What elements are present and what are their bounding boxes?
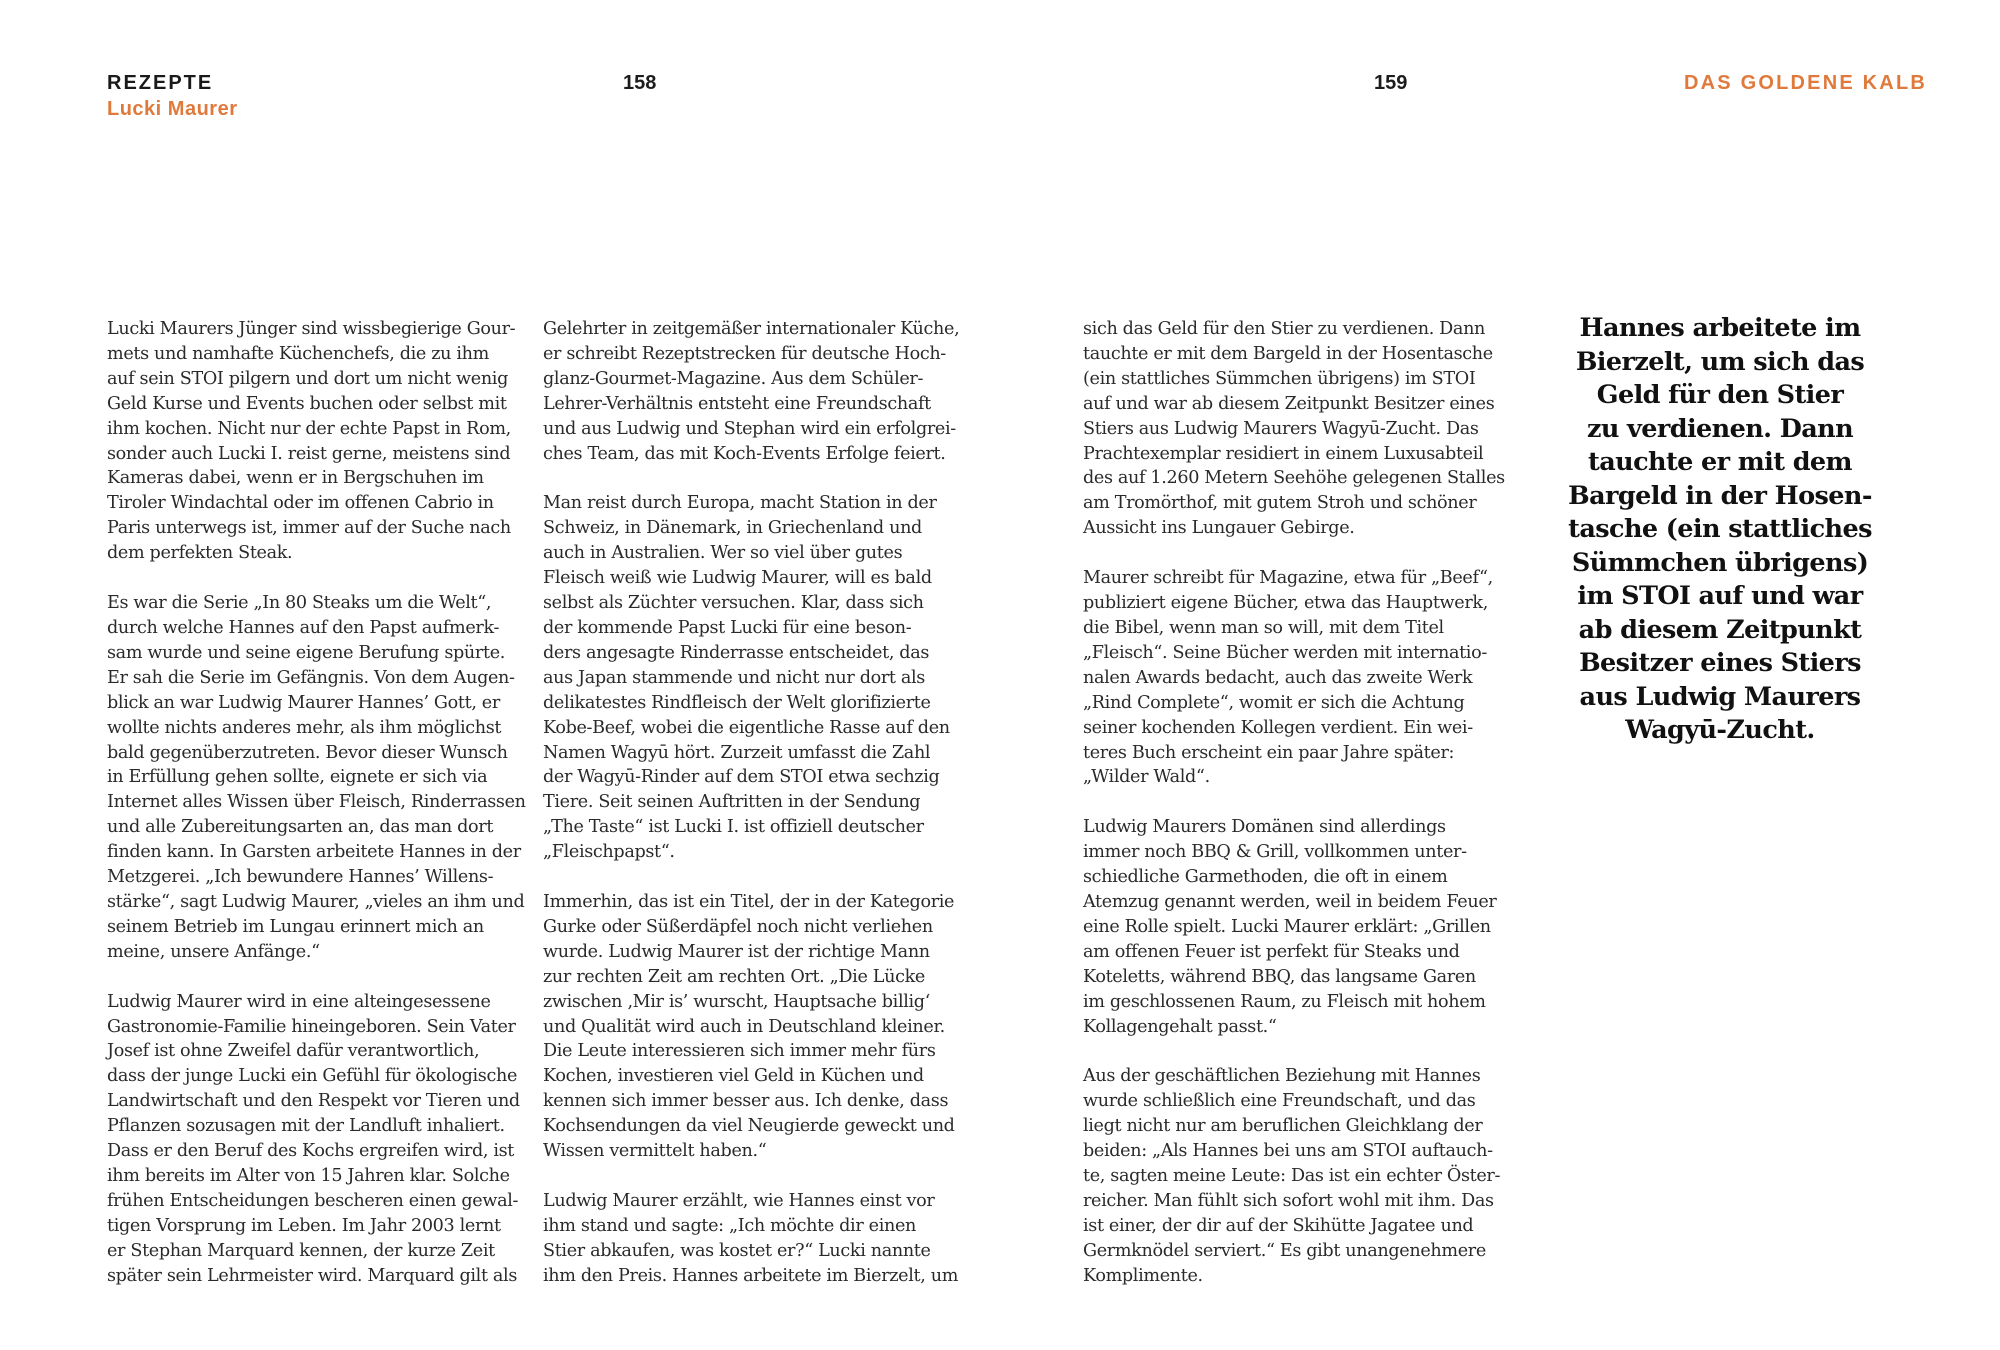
paragraph xyxy=(107,317,516,566)
text-line: er Stephan Marquard kennen, der kurze Zeit xyxy=(107,1240,495,1261)
text-line: Stier abkaufen, was kostet er?“ Lucki nannte xyxy=(543,1240,931,1261)
text-line: schiedliche Garmethoden, die oft in einem xyxy=(1083,867,1448,888)
text-line: blick an war Ludwig Maurer Hannes’ Gott, er xyxy=(107,692,500,713)
pull-quote-line: aus Ludwig Maurers xyxy=(1579,681,1861,712)
text-line: meine, unsere Anfänge.“ xyxy=(107,941,320,962)
text-line: sich das Geld für den Stier zu verdienen. Dann xyxy=(1083,319,1486,339)
text-line: publiziert eigene Bücher, etwa das Hauptwerk, xyxy=(1083,593,1488,614)
text-line: Kochsendungen da viel Neugierde geweckt und xyxy=(543,1116,955,1137)
text-line: delikatestes Rindfleisch der Welt glorifizierte xyxy=(543,692,931,713)
text-line: Maurer schreibt für Magazine, etwa für „Beef“, xyxy=(1083,568,1493,589)
text-line: frühen Entscheidungen bescheren einen gewal- xyxy=(107,1190,519,1211)
text-column-3 xyxy=(1083,317,1505,1314)
text-line: Geld Kurse und Events buchen oder selbst mit xyxy=(107,393,507,414)
text-line: glanz-Gourmet-Magazine. Aus dem Schüler- xyxy=(543,368,924,389)
page-number-right: 159 xyxy=(1374,72,1408,94)
text-line: „Rind Complete“, womit er sich die Achtung xyxy=(1083,692,1465,713)
text-line: selbst als Züchter versuchen. Klar, dass sich xyxy=(543,593,924,614)
text-line: ist einer, der dir auf der Skihütte Jagatee und xyxy=(1083,1215,1474,1236)
pull-quote-line: tauchte er mit dem xyxy=(1588,447,1852,477)
text-line: ders angesagte Rinderrasse entscheidet, das xyxy=(543,642,930,663)
text-line: dass der junge Lucki ein Gefühl für ökologische xyxy=(107,1066,518,1087)
text-line: auch in Australien. Wer so viel über gutes xyxy=(543,543,903,564)
text-line: Ludwig Maurer erzählt, wie Hannes einst vor xyxy=(543,1191,935,1211)
text-line: Internet alles Wissen über Fleisch, Rinderrassen xyxy=(107,792,526,813)
text-line: wurde schließlich eine Freundschaft, und das xyxy=(1083,1091,1476,1112)
text-line: Kameras dabei, wenn er in Bergschuhen im xyxy=(107,468,484,489)
text-line: Prachtexemplar residiert in einem Luxusabteil xyxy=(1083,443,1484,464)
pull-quote-line: zu verdienen. Dann xyxy=(1586,413,1854,444)
text-line: der Wagyū-Rinder auf dem STOI etwa sechzig xyxy=(543,767,940,788)
text-line: mets und namhafte Küchenchefs, die zu ihm xyxy=(107,343,489,364)
pull-quote-line: im STOI auf und war xyxy=(1577,581,1863,611)
text-column-2 xyxy=(543,317,960,1314)
paragraph xyxy=(1083,317,1505,541)
pull-quote-line: Sümmchen übrigens) xyxy=(1571,547,1869,578)
text-line: seinem Betrieb im Lungau erinnert mich an xyxy=(107,916,484,937)
text-line: Germknödel serviert.“ Es gibt unangenehmere xyxy=(1083,1240,1486,1261)
text-line: er schreibt Rezeptstrecken für deutsche Hoch- xyxy=(543,343,946,364)
text-line: die Bibel, wenn man so will, mit dem Titel xyxy=(1083,617,1444,638)
text-line: Kollagengehalt passt.“ xyxy=(1083,1016,1277,1037)
pull-quote-line: Geld für den Stier xyxy=(1596,380,1844,410)
text-line: durch welche Hannes auf den Papst aufmerk- xyxy=(107,617,500,638)
pull-quote xyxy=(1560,312,1880,748)
text-line: stärke“, sagt Ludwig Maurer, „vieles an ihm und xyxy=(107,891,525,912)
text-line: aus Japan stammende und nicht nur dort als xyxy=(543,667,925,688)
pull-quote-line: Wagyū-Zucht. xyxy=(1625,715,1815,745)
text-line: Wissen vermittelt haben.“ xyxy=(543,1141,767,1162)
text-line: Lehrer-Verhältnis entsteht eine Freundschaft xyxy=(543,393,931,414)
text-line: Immerhin, das ist ein Titel, der in der Kategorie xyxy=(543,892,955,913)
text-line: Kochen, investieren viel Geld in Küchen und xyxy=(543,1066,924,1087)
text-line: im geschlossenen Raum, zu Fleisch mit hohem xyxy=(1083,991,1486,1012)
text-line: in Erfüllung gehen sollte, eignete er sich via xyxy=(107,767,488,788)
paragraph xyxy=(543,890,955,1164)
paragraph xyxy=(1083,1064,1501,1288)
text-line: zur rechten Zeit am rechten Ort. „Die Lücke xyxy=(543,966,925,987)
paragraph xyxy=(1083,815,1497,1039)
text-line: am Tromörthof, mit gutem Stroh und schöner xyxy=(1083,493,1477,514)
text-line: des auf 1.260 Metern Seehöhe gelegenen Stalles xyxy=(1083,468,1505,489)
text-line: am offenen Feuer ist perfekt für Steaks und xyxy=(1083,941,1460,962)
text-line: Atemzug genannt werden, weil in beidem Feuer xyxy=(1083,892,1497,913)
text-line: und aus Ludwig und Stephan wird ein erfolgrei- xyxy=(543,418,956,439)
paragraph xyxy=(543,1189,959,1289)
text-line: Namen Wagyū hört. Zurzeit umfasst die Zahl xyxy=(543,742,931,763)
text-column-1 xyxy=(107,317,526,1314)
text-line: wurde. Ludwig Maurer ist der richtige Mann xyxy=(543,941,930,962)
text-line: auf sein STOI pilgern und dort um nicht wenig xyxy=(107,368,508,389)
pull-quote-line: ab diesem Zeitpunkt xyxy=(1578,614,1862,645)
text-line: Tiroler Windachtal oder im offenen Cabrio in xyxy=(107,493,494,514)
text-line: „Fleisch“. Seine Bücher werden mit internatio- xyxy=(1083,642,1487,663)
text-line: te, sagten meine Leute: Das ist ein echter Öster- xyxy=(1083,1166,1501,1187)
text-line: Kobe-Beef, wobei die eigentliche Rasse auf den xyxy=(543,717,950,738)
text-line: später sein Lehrmeister wird. Marquard gilt als xyxy=(107,1265,518,1286)
pull-quote-line: Bargeld in der Hosen- xyxy=(1568,480,1872,511)
text-line: ihm kochen. Nicht nur der echte Papst in Rom, xyxy=(107,418,511,439)
pull-quote-line: tasche (ein stattliches xyxy=(1568,514,1872,544)
book-title: DAS GOLDENE KALB xyxy=(1684,72,1927,94)
text-line: Ludwig Maurer wird in eine alteingesessene xyxy=(107,991,491,1012)
text-line: tigen Vorsprung im Leben. Im Jahr 2003 lernt xyxy=(107,1215,501,1236)
text-line: immer noch BBQ & Grill, vollkommen unter- xyxy=(1083,842,1467,863)
paragraph xyxy=(543,491,948,865)
text-line: ihm stand und sagte: „Ich möchte dir einen xyxy=(543,1215,916,1236)
text-line: seiner kochenden Kollegen verdient. Ein wei- xyxy=(1083,717,1473,738)
text-line: wollte nichts anderes mehr, als ihm möglichst xyxy=(107,717,502,738)
text-line: eine Rolle spielt. Lucki Maurer erklärt: „Grillen xyxy=(1083,916,1491,937)
text-line: „Fleischpapst“. xyxy=(543,842,675,863)
author-name: Lucki Maurer xyxy=(107,98,238,120)
text-line: Metzgerei. „Ich bewundere Hannes’ Willens- xyxy=(107,867,494,888)
text-line: tauchte er mit dem Bargeld in der Hosentasche xyxy=(1083,343,1493,364)
text-line: sam wurde und seine eigene Berufung spürte. xyxy=(107,642,505,663)
text-line: Aus der geschäftlichen Beziehung mit Hannes xyxy=(1083,1066,1481,1087)
text-line: Paris unterwegs ist, immer auf der Suche nach xyxy=(107,518,511,539)
text-line: „Wilder Wald“. xyxy=(1083,767,1210,788)
text-line: Dass er den Beruf des Kochs ergreifen wird, ist xyxy=(107,1141,515,1162)
text-line: Ludwig Maurers Domänen sind allerdings xyxy=(1083,817,1446,838)
text-line: Gelehrter in zeitgemäßer internationaler Küche, xyxy=(543,319,960,339)
text-line: (ein stattliches Sümmchen übrigens) im STOI xyxy=(1083,368,1476,389)
text-line: beiden: „Als Hannes bei uns am STOI auftauch- xyxy=(1083,1141,1493,1162)
text-line: Gastronomie-Familie hineingeboren. Sein Vater xyxy=(107,1016,516,1037)
text-line: ihm den Preis. Hannes arbeitete im Bierzelt, um xyxy=(543,1265,959,1286)
text-line: Landwirtschaft und den Respekt vor Tieren und xyxy=(107,1091,520,1112)
paragraph xyxy=(543,317,960,466)
text-line: finden kann. In Garsten arbeitete Hannes in der xyxy=(107,842,521,863)
text-line: ihm bereits im Alter von 15 Jahren klar. Solche xyxy=(107,1166,510,1186)
text-line: dem perfekten Steak. xyxy=(107,543,293,564)
text-line: Lucki Maurers Jünger sind wissbegierige Gour- xyxy=(107,319,516,339)
text-line: nalen Awards bedacht, auch das zweite Werk xyxy=(1083,667,1473,688)
text-line: Schweiz, in Dänemark, in Griechenland und xyxy=(543,518,922,539)
text-line: „The Taste“ ist Lucki I. ist offiziell deutscher xyxy=(543,817,924,838)
text-line: auf und war ab diesem Zeitpunkt Besitzer eines xyxy=(1083,393,1495,414)
paragraph xyxy=(107,591,526,965)
text-line: und Qualität wird auch in Deutschland kleiner. xyxy=(543,1016,945,1037)
text-line: Koteletts, während BBQ, das langsame Garen xyxy=(1083,966,1476,987)
text-line: Pflanzen sozusagen mit der Landluft inhaliert. xyxy=(107,1116,505,1137)
section-label: REZEPTE xyxy=(107,72,214,94)
paragraph xyxy=(1083,566,1493,790)
text-line: Man reist durch Europa, macht Station in der xyxy=(543,493,937,514)
text-line: und alle Zubereitungsarten an, das man dort xyxy=(107,817,494,838)
text-line: der kommende Papst Lucki für eine beson- xyxy=(543,617,912,638)
text-line: reicher. Man fühlt sich sofort wohl mit ihm. Das xyxy=(1083,1191,1494,1211)
pull-quote-line: Besitzer eines Stiers xyxy=(1579,648,1861,678)
text-line: Aussicht ins Lungauer Gebirge. xyxy=(1083,518,1355,539)
text-line: Fleisch weiß wie Ludwig Maurer, will es bald xyxy=(543,568,932,589)
pull-quote-line: Hannes arbeitete im xyxy=(1579,313,1861,343)
text-line: Tiere. Seit seinen Auftritten in der Sendung xyxy=(543,792,921,813)
page-number-left: 158 xyxy=(623,72,657,94)
text-line: Josef ist ohne Zweifel dafür verantwortlich, xyxy=(107,1041,480,1062)
text-line: teres Buch erscheint ein paar Jahre später: xyxy=(1083,742,1455,763)
text-line: Gurke oder Süßerdäpfel noch nicht verliehen xyxy=(543,916,933,937)
text-line: Stiers aus Ludwig Maurers Wagyū-Zucht. Das xyxy=(1083,418,1479,439)
text-line: kennen sich immer besser aus. Ich denke, dass xyxy=(543,1091,949,1112)
text-line: liegt nicht nur am beruflichen Gleichklang der xyxy=(1083,1116,1483,1137)
text-line: Er sah die Serie im Gefängnis. Von dem Augen- xyxy=(107,667,515,688)
text-line: zwischen ‚Mir is’ wurscht, Hauptsache billig‘ xyxy=(543,991,930,1012)
text-line: sonder auch Lucki I. reist gerne, meistens sind xyxy=(107,443,511,464)
text-line: Die Leute interessieren sich immer mehr fürs xyxy=(543,1041,936,1062)
text-line: Komplimente. xyxy=(1083,1265,1203,1286)
pull-quote-line: Bierzelt, um sich das xyxy=(1575,346,1865,377)
paragraph xyxy=(107,990,520,1289)
text-line: bald gegenüberzutreten. Bevor dieser Wunsch xyxy=(107,742,508,763)
text-line: Es war die Serie „In 80 Steaks um die Welt“, xyxy=(107,593,492,614)
text-line: ches Team, das mit Koch-Events Erfolge feiert. xyxy=(543,443,946,464)
